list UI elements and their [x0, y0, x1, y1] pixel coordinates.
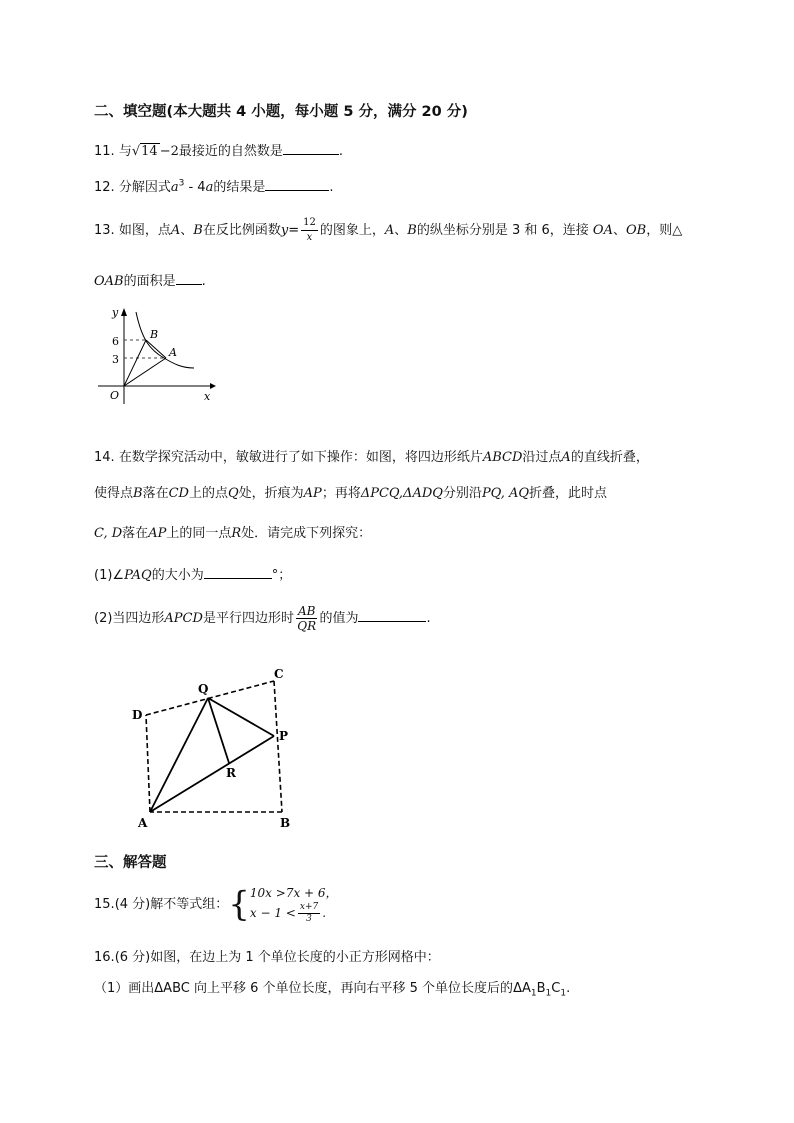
q14-label-b: B: [280, 816, 291, 830]
q14-p2-b: 是平行四边形时: [202, 611, 294, 626]
q11-end: .: [338, 144, 344, 159]
q14-line2-d: 处，折痕为: [238, 486, 304, 501]
q13-text-d: 的纵坐标分别是 3 和 6，连接: [416, 223, 589, 238]
q14-pq-aq: PQ, AQ: [481, 486, 530, 501]
q14-number: 14.: [94, 450, 115, 465]
q14-paq: PAQ: [124, 568, 152, 583]
q14-triangles: ΔPCQ,ΔADQ: [360, 486, 443, 501]
q16-part1-a: （1）画出: [94, 981, 155, 996]
q14-line2-e: ；再将: [321, 486, 361, 501]
q16-sub-1: 1: [530, 988, 537, 999]
q14-frac-den: QR: [297, 619, 317, 633]
q15-inequality-1: 10x >7x + 6，: [249, 886, 338, 900]
q14-figure: [124, 660, 304, 832]
q16-sub-3: 1: [560, 988, 567, 999]
question-14-part-2: [94, 604, 431, 633]
q13-end: .: [201, 274, 206, 289]
q12-number: 12.: [94, 180, 115, 195]
q16-b1: B: [536, 981, 546, 996]
q13-tick-3: 3: [112, 353, 119, 366]
q12-answer-blank[interactable]: [265, 178, 329, 191]
q13-y-arrow: [121, 308, 127, 316]
q13-segment-ab: [146, 340, 166, 358]
q12-text-a: 分解因式: [118, 180, 171, 195]
q13-x-arrow: [210, 383, 216, 389]
q16-triangle-a1: ΔA: [513, 981, 531, 996]
q14-end: .: [426, 611, 431, 626]
q14-apcd: APCD: [164, 611, 203, 626]
q13-ob: OB: [625, 223, 647, 238]
q14-p1-c: °；: [271, 568, 292, 583]
q14-edge-ad: [146, 715, 150, 812]
q14-point-q: Q: [227, 486, 239, 501]
q14-text-c: 的直线折叠，: [570, 450, 649, 465]
q14-p2-c: 的值为: [319, 611, 359, 626]
q14-cd: CD: [168, 486, 189, 501]
q13-oab: OAB: [94, 274, 124, 289]
q13-figure: [94, 300, 224, 410]
q14-line3-b: 上的同一点: [166, 526, 232, 541]
q14-text-b: 沿过点: [522, 450, 562, 465]
q14-point-b: B: [133, 486, 143, 501]
q16-number: 16.: [94, 950, 115, 965]
q13-label-a: A: [169, 346, 177, 359]
q13-point-a: A: [170, 223, 181, 238]
q14-line2-c: 上的点: [188, 486, 228, 501]
question-13-line-1: [94, 216, 682, 245]
q13-answer-blank[interactable]: [176, 272, 202, 285]
q14-line3-c: 处．请完成下列探究：: [241, 526, 372, 541]
q16-sub-2: 1: [545, 988, 552, 999]
q13-text-b: 在反比例函数: [202, 223, 281, 238]
question-14-line-1: [94, 446, 649, 465]
q13-y: y: [280, 223, 289, 238]
q13-label-x: x: [204, 390, 211, 403]
q11-text-b: 最接近的自然数是: [178, 144, 283, 159]
q15-brace: {: [228, 884, 250, 925]
section-2-heading: 二、填空题(本大题共 4 小题，每小题 5 分，满分 20 分): [94, 104, 468, 120]
q16-part1-c: 向上平移 6 个单位长度，再向右平移 5 个单位长度后的: [189, 981, 514, 996]
q14-p2-a: (2)当四边形: [94, 611, 165, 626]
q12-rest: - 4: [184, 180, 206, 195]
q14-point-a: A: [561, 450, 571, 465]
q13-sep-3: 、: [612, 223, 626, 238]
q13-number: 13.: [94, 223, 115, 238]
q15-frac-num: x+7: [299, 902, 319, 912]
q13-label-y: y: [112, 306, 119, 319]
section-3-heading: 三、解答题: [94, 855, 167, 871]
q13-oa: OA: [592, 223, 613, 238]
q15-fraction: [298, 902, 320, 925]
q15-inequality-2: x − 1 <: [249, 906, 296, 920]
q16-c1: C: [551, 981, 561, 996]
q14-label-a: A: [138, 816, 148, 830]
q14-frac-num: AB: [297, 604, 316, 618]
q13-point-b: B: [193, 223, 203, 238]
q15-number: 15.: [94, 897, 115, 912]
q15-score: (4 分): [114, 897, 151, 912]
q13-sep: 、: [180, 223, 194, 238]
q16-text: 如图，在边上为 1 个单位长度的小正方形网格中：: [150, 950, 440, 965]
q13-frac-num: 12: [301, 216, 318, 231]
q14-abcd: ABCD: [482, 450, 523, 465]
q14-edge-cb: [274, 681, 282, 812]
question-15: [94, 884, 338, 925]
question-16: [94, 946, 440, 965]
q12-exponent: 3: [178, 178, 185, 189]
q14-fraction: [296, 604, 317, 633]
q15-frac-den: 3: [306, 914, 312, 924]
q14-label-q: Q: [198, 682, 209, 696]
q14-c-d: C, D: [94, 526, 123, 541]
question-13-line-2: [94, 270, 206, 289]
q14-label-c: C: [274, 667, 284, 681]
q13-point-a-2: A: [384, 223, 395, 238]
q14-label-d: D: [132, 708, 143, 722]
q14-label-p: P: [279, 729, 289, 743]
q16-triangle-abc: ΔABC: [154, 981, 190, 996]
q14-edge-dc: [146, 681, 274, 715]
q11-text-a: 与: [118, 144, 132, 159]
question-14-part-1: [94, 564, 291, 583]
q12-var: a: [205, 180, 214, 195]
q13-frac-den: x: [306, 232, 313, 243]
q11-number: 11.: [94, 144, 115, 159]
q13-tick-6: 6: [112, 335, 119, 348]
q13-text-e: ，则△: [646, 223, 683, 238]
question-11: 11. 与√14 −2最接近的自然数是 .: [94, 144, 344, 159]
q13-text-a: 如图，点: [118, 223, 171, 238]
question-16-part-1: [94, 977, 570, 999]
q16-end: .: [566, 981, 571, 996]
q14-ap-2: AP: [148, 526, 167, 541]
q12-base: a: [170, 180, 179, 195]
q14-ap: AP: [303, 486, 322, 501]
q14-p1-a: (1)∠: [94, 568, 125, 583]
q13-text-line2: 的面积是: [123, 274, 176, 289]
q14-p1-answer-blank[interactable]: [204, 566, 272, 579]
q12-text-b: 的结果是: [213, 180, 266, 195]
question-14-line-3: [94, 522, 371, 541]
q15-text: 解不等式组：: [150, 897, 229, 912]
q13-label-b: B: [150, 328, 159, 341]
question-14-line-2: [94, 482, 607, 501]
q13-point-b-2: B: [407, 223, 417, 238]
q14-line2-f: 分别沿: [442, 486, 482, 501]
q14-text-a: 在数学探究活动中，敏敏进行了如下操作：如图，将四边形纸片: [118, 450, 483, 465]
q12-end: .: [329, 180, 334, 195]
q11-minus: −2: [159, 144, 179, 159]
q14-line2-b: 落在: [142, 486, 169, 501]
q13-eq: =: [288, 223, 300, 238]
q13-fraction: [301, 216, 318, 245]
q14-line2-a: 使得点: [94, 486, 134, 501]
q15-end: .: [322, 906, 327, 920]
q11-answer-blank[interactable]: [283, 142, 339, 155]
question-12: [94, 176, 334, 195]
q14-p1-b: 的大小为: [151, 568, 204, 583]
q11-radicand: 14: [141, 144, 158, 159]
q14-label-r: R: [226, 766, 236, 780]
q13-text-c: 的图象上，: [319, 223, 385, 238]
q14-line3-a: 落在: [122, 526, 149, 541]
q16-score: (6 分): [114, 950, 151, 965]
q14-line2-g: 折叠，此时点: [529, 486, 608, 501]
q14-p2-answer-blank[interactable]: [358, 609, 426, 622]
q13-label-o: O: [110, 389, 120, 402]
q13-sep-2: 、: [394, 223, 408, 238]
q14-point-r: R: [231, 526, 242, 541]
q15-system: [250, 884, 338, 925]
